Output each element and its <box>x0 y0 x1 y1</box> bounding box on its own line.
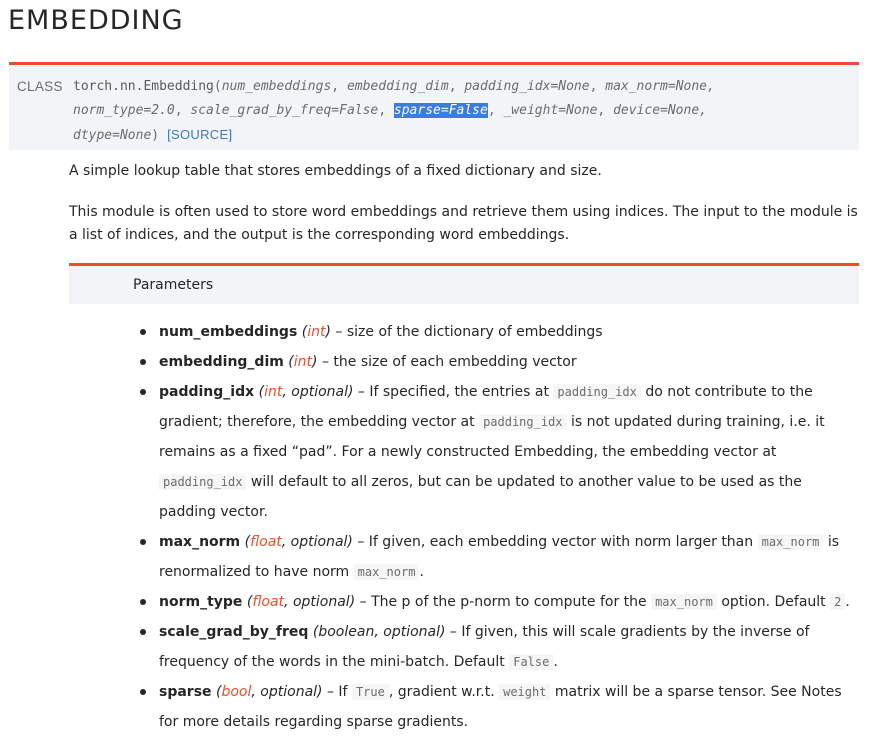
param-type: (int) <box>301 324 331 340</box>
param-sig: padding_idx=None <box>464 79 590 94</box>
bullet-icon <box>140 539 146 545</box>
description-para-2: This module is often used to store word embeddings and retrieve them using indices. The input to the module is a list of indices, and the output is the corresponding word embeddings. <box>69 204 858 243</box>
parameters-header <box>69 263 859 304</box>
param-sig: embedding_dim <box>346 79 449 94</box>
list-item: max_norm (float, optional) – If given, each embedding vector with norm larger than max_norm is renormalized to have norm max_norm . <box>140 527 855 587</box>
param-name: embedding_dim <box>159 354 284 370</box>
param-desc: size of the dictionary of embeddings <box>346 324 603 340</box>
list-item: num_embeddings (int) – size of the dictionary of embeddings <box>140 317 855 347</box>
param-sig: num_embeddings <box>221 79 332 94</box>
param-type: (int) <box>288 354 318 370</box>
bullet-icon <box>140 689 146 695</box>
param-sig: scale_grad_by_freq=False <box>190 103 379 118</box>
bullet-icon <box>140 359 146 365</box>
param-type: (int, optional) <box>258 384 354 400</box>
parameters-heading: Parameters <box>133 277 214 293</box>
param-type: (bool, optional) <box>216 684 323 700</box>
inline-code: False <box>509 654 553 670</box>
param-name: max_norm <box>159 534 241 550</box>
page-title: EMBEDDING <box>8 5 184 36</box>
inline-code: max_norm <box>354 564 420 580</box>
class-label: CLASS <box>17 79 63 94</box>
signature-line-3: dtype=None) [SOURCE] <box>73 127 233 143</box>
param-sig: dtype=None <box>73 128 152 143</box>
class-name: torch.nn.Embedding <box>73 79 214 94</box>
param-type: (boolean, optional) <box>312 624 446 640</box>
param-name: norm_type <box>159 594 243 610</box>
param-sig: norm_type=2.0 <box>73 103 175 118</box>
signature <box>73 75 853 148</box>
selected-text[interactable]: sparse=False <box>393 103 488 118</box>
source-link[interactable]: [SOURCE] <box>167 127 233 142</box>
list-item: sparse (bool, optional) – If True , gradient w.r.t. weight matrix will be a sparse tensor. See Notes for more details regarding sparse gradients. <box>140 677 855 737</box>
list-item: padding_idx (int, optional) – If specified, the entries at padding_idx do not contribute to the gradient; therefore, the embedding vector at padding_idx is not updated during training, i.e. it remains as a fixed “pad”. For a newly constructed Embedding, the embedding vector at padding_idx will default to all zeros, but can be updated to another value to be used as the padding vector. <box>140 377 855 527</box>
signature-line-2: norm_type=2.0, scale_grad_by_freq=False, sparse=False, _weight=None, device=None, <box>73 103 707 118</box>
bullet-icon <box>140 329 146 335</box>
param-name: scale_grad_by_freq <box>159 624 309 640</box>
inline-code: weight <box>499 684 550 700</box>
bullet-icon <box>140 599 146 605</box>
inline-code: 2 <box>830 594 845 610</box>
inline-code: padding_idx <box>553 384 640 400</box>
param-type: (float, optional) <box>246 594 356 610</box>
list-item: norm_type (float, optional) – The p of the p-norm to compute for the max_norm option. Default 2 . <box>140 587 855 617</box>
param-sig: device=None, <box>613 103 707 118</box>
inline-code: max_norm <box>651 594 717 610</box>
param-name: num_embeddings <box>159 324 298 340</box>
param-sig: _weight=None <box>503 103 598 118</box>
list-item: scale_grad_by_freq (boolean, optional) – If given, this will scale gradients by the inverse of frequency of the words in the mini-batch. Default False . <box>140 617 855 677</box>
bullet-icon <box>140 389 146 395</box>
param-desc: the size of each embedding vector <box>333 354 577 370</box>
param-name: padding_idx <box>159 384 255 400</box>
signature-line-1: torch.nn.Embedding(num_embeddings, embedding_dim, padding_idx=None, max_norm=None, <box>73 79 715 94</box>
bullet-icon <box>140 629 146 635</box>
inline-code: padding_idx <box>479 414 566 430</box>
inline-code: padding_idx <box>159 474 246 490</box>
param-type: (float, optional) <box>244 534 353 550</box>
parameter-list <box>140 317 855 737</box>
param-name: sparse <box>159 684 212 700</box>
class-signature-box <box>9 62 859 150</box>
param-sig: max_norm=None, <box>605 79 715 94</box>
description-para-1: A simple lookup table that stores embeddings of a fixed dictionary and size. <box>69 163 602 179</box>
inline-code: True <box>352 684 389 700</box>
list-item: embedding_dim (int) – the size of each embedding vector <box>140 347 855 377</box>
inline-code: max_norm <box>758 534 824 550</box>
